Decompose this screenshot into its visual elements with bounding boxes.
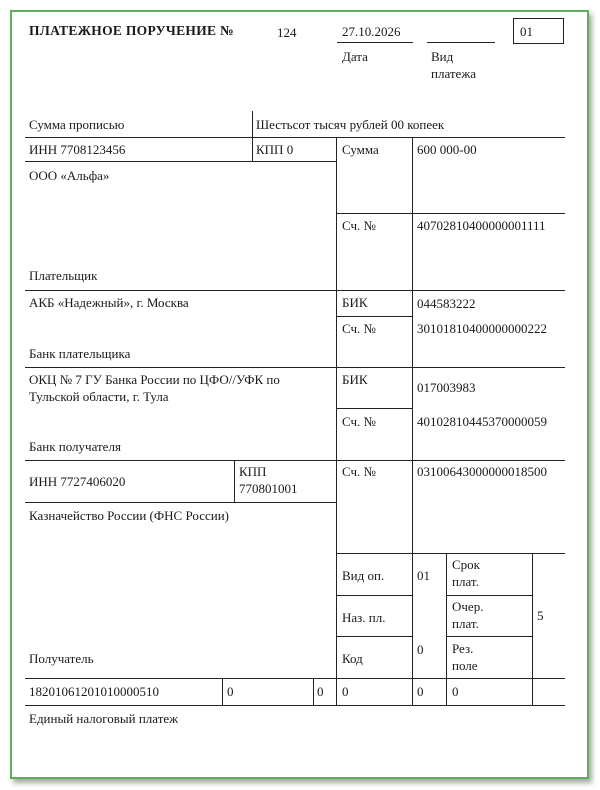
- divider: [336, 636, 412, 637]
- payment-type-label-1: Вид: [431, 49, 454, 64]
- payee-bank-name-2: Тульской области, г. Тула: [29, 389, 169, 404]
- amount-value: 600 000-00: [417, 142, 477, 157]
- payer-inn: ИНН 7708123456: [29, 142, 126, 157]
- divider: [252, 111, 253, 161]
- divider: [446, 595, 532, 596]
- payer-label: Плательщик: [29, 268, 98, 283]
- amount-words-value: Шестьсот тысяч рублей 00 копеек: [256, 117, 445, 132]
- divider: [234, 460, 235, 502]
- divider: [412, 553, 413, 705]
- form-code: 01: [520, 24, 533, 39]
- divider: [446, 553, 447, 705]
- payee-label: Получатель: [29, 651, 94, 666]
- payee-bank-label: Банк получателя: [29, 439, 121, 454]
- divider: [336, 316, 412, 317]
- payee-kpp-label: КПП: [239, 464, 267, 479]
- payer-bank-account-value: 30101810400000000222: [417, 321, 547, 336]
- op-type-label: Вид оп.: [342, 568, 385, 583]
- divider: [532, 553, 533, 705]
- divider: [222, 678, 223, 705]
- reserve-label-1: Рез.: [452, 641, 474, 656]
- payee-bank-account-label: Сч. №: [342, 414, 376, 429]
- payer-account-value: 40702810400000001111: [417, 218, 546, 233]
- document-number: 124: [277, 25, 297, 40]
- divider: [25, 460, 565, 461]
- payee-name: Казначейство России (ФНС России): [29, 508, 229, 523]
- payee-account-label: Сч. №: [342, 464, 376, 479]
- payer-kpp: КПП 0: [256, 142, 294, 157]
- code-value: 0: [417, 642, 424, 657]
- date-underline: [337, 42, 413, 43]
- payer-bank-bik-label: БИК: [342, 295, 368, 310]
- doc-number-value: 0: [417, 684, 424, 699]
- divider: [25, 502, 336, 503]
- divider: [336, 595, 412, 596]
- divider: [25, 367, 565, 368]
- payer-bank-account-label: Сч. №: [342, 321, 376, 336]
- document-date: 27.10.2026: [342, 24, 401, 39]
- payee-kpp-value: 770801001: [239, 481, 298, 496]
- divider: [25, 161, 336, 162]
- divider: [336, 137, 337, 705]
- divider: [336, 213, 565, 214]
- divider: [25, 678, 565, 679]
- payee-bank-bik-value: 017003983: [417, 380, 476, 395]
- period-value: 0: [342, 684, 349, 699]
- divider: [446, 636, 532, 637]
- payer-bank-bik-value: 044583222: [417, 296, 476, 311]
- payee-bank-name-1: ОКЦ № 7 ГУ Банка России по ЦФО//УФК по: [29, 372, 280, 387]
- divider: [336, 408, 412, 409]
- payer-bank-name: АКБ «Надежный», г. Москва: [29, 295, 189, 310]
- priority-label-2: плат.: [452, 616, 479, 631]
- payer-bank-label: Банк плательщика: [29, 346, 131, 361]
- payment-type-label-2: платежа: [431, 66, 477, 81]
- date-label: Дата: [342, 49, 368, 64]
- kbk-value: 18201061201010000510: [29, 684, 159, 699]
- op-type-value: 01: [417, 568, 430, 583]
- doc-date-value: 0: [452, 684, 459, 699]
- payee-inn: ИНН 7727406020: [29, 474, 126, 489]
- payee-bank-bik-label: БИК: [342, 372, 368, 387]
- code-label: Код: [342, 651, 363, 666]
- payment-type-underline: [427, 42, 495, 43]
- document-title: ПЛАТЕЖНОЕ ПОРУЧЕНИЕ №: [29, 23, 234, 38]
- payee-bank-account-value: 40102810445370000059: [417, 414, 547, 429]
- purpose-code-label: Наз. пл.: [342, 610, 386, 625]
- payment-purpose: Единый налоговый платеж: [29, 711, 179, 726]
- priority-label-1: Очер.: [452, 599, 484, 614]
- term-label-2: плат.: [452, 574, 479, 589]
- divider: [25, 705, 565, 706]
- oktmo-value: 0: [227, 684, 234, 699]
- basis-value: 0: [317, 684, 324, 699]
- amount-label: Сумма: [342, 142, 379, 157]
- amount-words-label: Сумма прописью: [29, 117, 125, 132]
- divider: [25, 290, 565, 291]
- divider: [313, 678, 314, 705]
- payer-account-label: Сч. №: [342, 218, 376, 233]
- divider: [25, 137, 565, 138]
- divider: [336, 553, 565, 554]
- payer-name: ООО «Альфа»: [29, 168, 110, 183]
- divider: [412, 137, 413, 553]
- term-label-1: Срок: [452, 557, 480, 572]
- payee-account-value: 03100643000000018500: [417, 464, 547, 479]
- reserve-label-2: поле: [452, 658, 478, 673]
- priority-value: 5: [537, 608, 544, 623]
